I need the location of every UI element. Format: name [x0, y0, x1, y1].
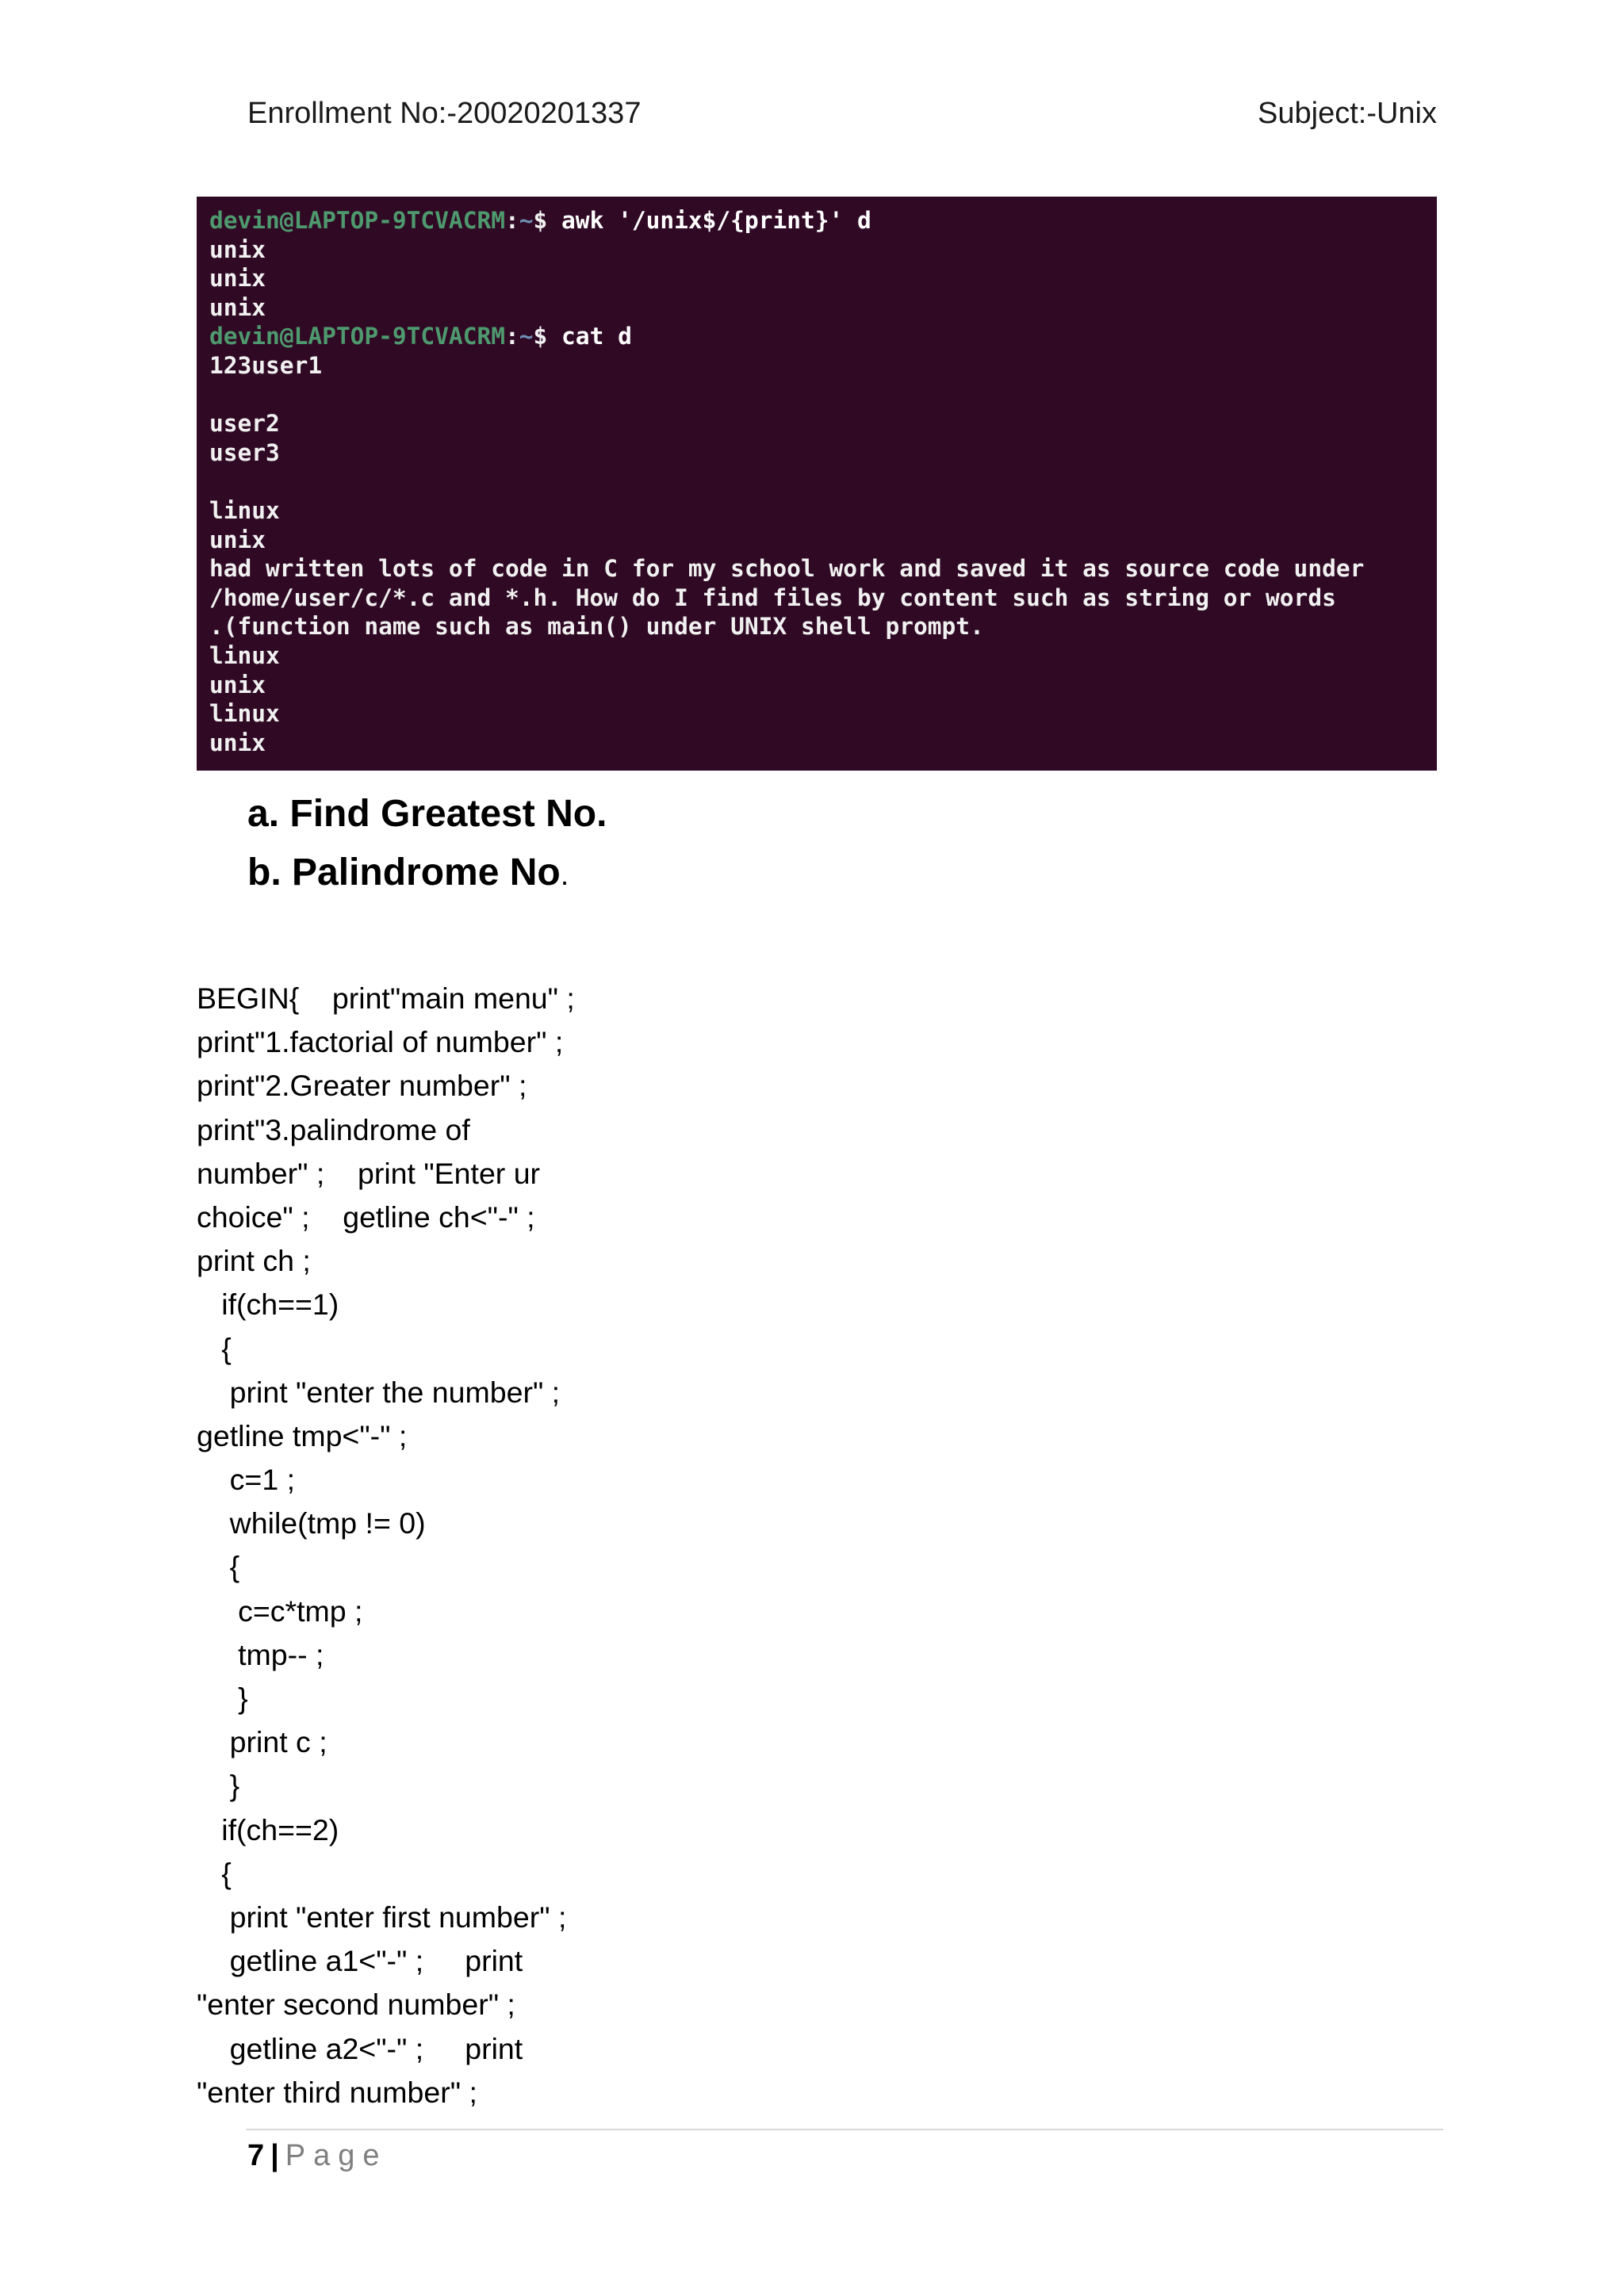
- code-line: while(tmp != 0): [197, 1506, 426, 1540]
- terminal-output-line: had written lots of code in C for my school work and saved it as source code under: [209, 555, 1365, 583]
- code-line: print"1.factorial of number" ;: [197, 1025, 564, 1059]
- code-line: print"2.Greater number" ;: [197, 1069, 527, 1103]
- terminal-output-line: linux: [209, 496, 280, 524]
- footer-separator: |: [270, 2139, 279, 2172]
- terminal-output-line: unix: [209, 729, 266, 756]
- code-line: }: [197, 1769, 240, 1803]
- terminal-output-line: unix: [209, 235, 266, 263]
- terminal-output-line: unix: [209, 671, 266, 698]
- terminal-command: cat d: [561, 323, 632, 350]
- terminal-output-line: linux: [209, 641, 280, 669]
- code-line: if(ch==1): [197, 1288, 339, 1322]
- code-line: if(ch==2): [197, 1812, 339, 1846]
- code-line: BEGIN{ print"main menu" ;: [197, 982, 575, 1015]
- code-line: {: [197, 1331, 232, 1365]
- code-line: getline tmp<"-" ;: [197, 1418, 408, 1452]
- terminal-screenshot: [197, 197, 1437, 771]
- terminal-output-line: 123user1: [209, 351, 323, 379]
- code-line: {: [197, 1856, 232, 1890]
- terminal-output-line: linux: [209, 700, 280, 728]
- enrollment-number: Enrollment No:-20020201337: [247, 97, 642, 130]
- terminal-output-line: unix: [209, 293, 266, 321]
- page-number: 7: [247, 2139, 265, 2172]
- page-header: [247, 97, 1437, 141]
- code-line: print c ;: [197, 1725, 327, 1759]
- prompt-user: devin@LAPTOP-9TCVACRM: [209, 207, 505, 234]
- code-line: number" ; print "Enter ur: [197, 1156, 541, 1190]
- footer-divider: [246, 2129, 1443, 2130]
- code-line: c=c*tmp ;: [197, 1594, 363, 1628]
- awk-code-block: [197, 977, 910, 2114]
- terminal-prompt-line: devin@LAPTOP-9TCVACRM:~$ awk '/unix$/{print}' d: [209, 207, 871, 234]
- terminal-output-line: [209, 381, 1424, 410]
- terminal-prompt-line: devin@LAPTOP-9TCVACRM:~$ cat d: [209, 323, 632, 350]
- prompt-path: ~: [519, 207, 534, 234]
- terminal-output-line: unix: [209, 265, 266, 293]
- page-footer: [247, 2136, 388, 2175]
- code-line: {: [197, 1550, 240, 1584]
- task-item-greatest: a. Find Greatest No.: [247, 793, 607, 835]
- terminal-command: awk '/unix$/{print}' d: [561, 207, 871, 234]
- task-list: [247, 785, 607, 902]
- prompt-user: devin@LAPTOP-9TCVACRM: [209, 323, 505, 350]
- code-line: print "enter the number" ;: [197, 1375, 561, 1409]
- task-item-palindrome: b. Palindrome No.: [247, 851, 569, 894]
- terminal-output-line: [209, 467, 1424, 496]
- code-line: print "enter first number" ;: [197, 1900, 567, 1934]
- code-line: }: [197, 1682, 248, 1715]
- code-line: getline a1<"-" ; print: [197, 1944, 523, 1978]
- terminal-output-line: unix: [209, 526, 266, 553]
- page-label: Page: [285, 2139, 388, 2172]
- code-line: choice" ; getline ch<"-" ;: [197, 1200, 535, 1234]
- code-line: tmp-- ;: [197, 1637, 324, 1671]
- code-line: print"3.palindrome of: [197, 1112, 470, 1146]
- subject-label: Subject:-Unix: [1258, 97, 1437, 130]
- code-line: getline a2<"-" ; print: [197, 2031, 523, 2065]
- code-line: "enter third number" ;: [197, 2075, 477, 2109]
- prompt-path: ~: [519, 323, 534, 350]
- code-line: print ch ;: [197, 1244, 311, 1278]
- terminal-output-line: user3: [209, 438, 280, 466]
- terminal-output-line: user2: [209, 410, 280, 438]
- code-line: "enter second number" ;: [197, 1988, 515, 2022]
- terminal-output-line: .(function name such as main() under UNIX shell prompt.: [209, 613, 984, 641]
- code-line: c=1 ;: [197, 1463, 296, 1497]
- terminal-output-line: /home/user/c/*.c and *.h. How do I find files by content such as string or words: [209, 584, 1336, 611]
